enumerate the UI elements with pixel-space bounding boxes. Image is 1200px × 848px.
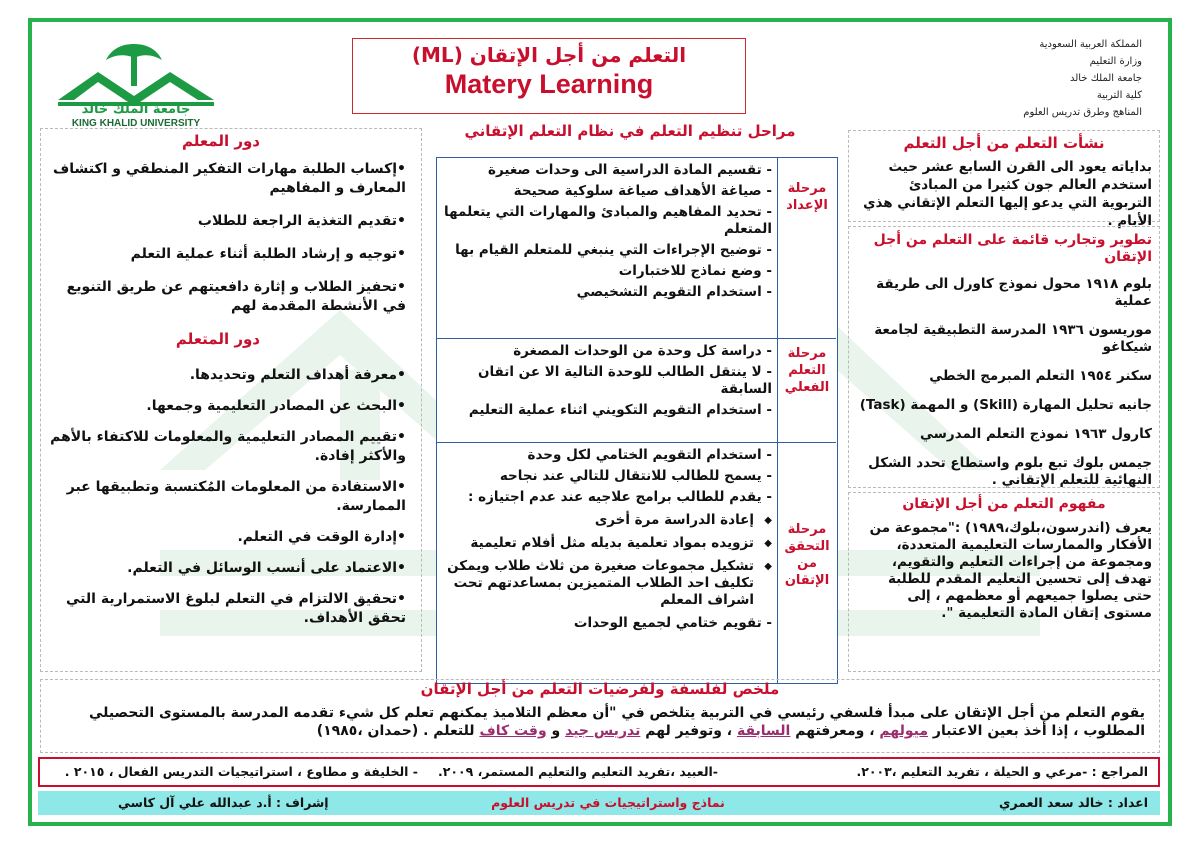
references-box bbox=[38, 757, 1160, 787]
title-box bbox=[352, 38, 746, 114]
stage-item: - تحديد المفاهيم والمبادئ والمهارات التي يتعلمها المتعلم bbox=[444, 204, 772, 237]
summary-text bbox=[55, 704, 1145, 740]
concept-text: يعرف (اندرسون،بلوك،١٩٨٩) :"مجموعة من الأفكار والممارسات التعليمية المتعددة، ومجموعة من إجراءات التعليم والتقويم، تهدف إلى تحسين التعليم المقدم للطلبة حتى يصلوا جميعهم أو معظمهم ، إلى مستوى إتقان المادة التعليمية ". bbox=[869, 520, 1152, 621]
summary-highlight: ميولهم bbox=[879, 723, 929, 739]
learner-role-title: دور المتعلم bbox=[175, 330, 260, 348]
teacher-role-title: دور المعلم bbox=[181, 132, 260, 150]
summary-highlight: وقت كاف bbox=[479, 723, 547, 739]
stages-title: مراحل تنظيم التعلم في نظام التعلم الإتقاني bbox=[464, 122, 796, 140]
summary-title: ملخص لفلسفة ولفرضيات التعلم من أجل الإتقان bbox=[420, 680, 780, 698]
list-item: كارول ١٩٦٣ نموذج التعلم المدرسي bbox=[920, 426, 1152, 442]
logo-text-ar: جامعة الملك خالد bbox=[81, 102, 191, 117]
list-item: •تقديم التغذية الراجعة للطلاب bbox=[197, 213, 406, 229]
summary-highlight: السابقة bbox=[736, 723, 791, 739]
ministry-line: المناهج وطرق تدريس العلوم bbox=[1023, 107, 1142, 118]
summary-part: ، وتوفير لهم bbox=[640, 723, 737, 739]
stage-item: - تقويم ختامي لجميع الوحدات bbox=[573, 615, 772, 631]
prepared-by: اعداد : خالد سعد العمري bbox=[999, 795, 1148, 810]
concept-title: مفهوم التعلم من أجل الإتقان bbox=[902, 496, 1106, 512]
stage-actual-learning bbox=[437, 338, 836, 443]
stage-label bbox=[777, 158, 836, 338]
stage-item: - تقسيم المادة الدراسية الى وحدات صغيرة bbox=[487, 162, 772, 178]
stage-item: - لا ينتقل الطالب للوحدة التالية الا عن اتقان السابقة bbox=[477, 364, 772, 397]
stage-item: - دراسة كل وحدة من الوحدات المصغرة bbox=[513, 343, 772, 359]
list-item: •توجيه و إرشاد الطلبة أثناء عملية التعلم bbox=[130, 246, 406, 262]
logo-text-en: KING KHALID UNIVERSITY bbox=[71, 118, 201, 129]
supervisor: إشراف : أ.د عبدالله علي آل كاسي bbox=[118, 795, 329, 810]
stage-label-text: مرحلة الإعداد bbox=[786, 181, 828, 213]
summary-part: و bbox=[546, 723, 566, 739]
list-item: جانيه تحليل المهارة (Skill) و المهمة (Task) bbox=[859, 397, 1152, 413]
stage-preparation bbox=[437, 158, 836, 338]
summary-part: ، ومعرفتهم bbox=[790, 723, 880, 739]
stage-label-text: مرحلة التحقق من الإتقان bbox=[784, 522, 830, 588]
stage-items bbox=[443, 443, 772, 636]
list-item: •إكساب الطلبة مهارات التفكير المنطقي و اكتشاف المعارف و المفاهيم bbox=[53, 161, 406, 196]
stage-item: - توضيح الإجراءات التي ينبغي للمتعلم القيام بها bbox=[455, 242, 772, 258]
stage-bullet: ◆ تزويده بمواد تعلمية بديله مثل أفلام تعليمية bbox=[443, 535, 754, 552]
development-title: تطوير وتجارب قائمة على التعلم من أجل الإتقان bbox=[873, 232, 1152, 265]
list-item: موريسون ١٩٣٦ المدرسة التطبيقية لجامعة شيكاغو bbox=[874, 322, 1152, 355]
stage-items bbox=[443, 158, 772, 305]
stage-bullet: ◆ تشكيل مجموعات صغيرة من ثلاث طلاب ويمكن تكليف احد الطلاب المتميزين بمساعدتهم تحت اشراف المعلم bbox=[443, 558, 754, 609]
summary-highlight: تدريس جيد bbox=[565, 723, 641, 739]
stage-label bbox=[777, 443, 836, 683]
list-item: •معرفة أهداف التعلم وتحديدها. bbox=[189, 367, 406, 383]
stage-item: - استخدام التقويم التكويني اثناء عملية التعليم bbox=[468, 402, 772, 418]
summary-part: للتعلم . (حمدان ،١٩٨٥) bbox=[316, 723, 480, 739]
list-item: •الاعتماد على أنسب الوسائل في التعلم. bbox=[127, 560, 406, 576]
footer-bar bbox=[38, 791, 1160, 815]
list-item: سكنر ١٩٥٤ التعلم المبرمج الخطي bbox=[929, 368, 1152, 384]
course-name: نماذج واستراتيجيات في تدريس العلوم bbox=[491, 795, 725, 810]
stage-items bbox=[443, 339, 772, 423]
stage-label bbox=[777, 339, 836, 443]
ministry-line: وزارة التعليم bbox=[1089, 56, 1142, 67]
list-item: بلوم ١٩١٨ محول نموذج كاورل الى طريقة عملية bbox=[876, 276, 1152, 309]
university-logo bbox=[48, 38, 224, 130]
stage-item: - استخدام التقويم الختامي لكل وحدة bbox=[527, 447, 772, 463]
ministry-header bbox=[992, 36, 1142, 121]
list-item: •الاستفادة من المعلومات المُكتسبة وتطبيقها عبر الممارسة. bbox=[66, 479, 406, 514]
reference-item: -العبيد ،تفريد التعليم والتعليم المستمر، ٢٠٠٩. bbox=[438, 764, 718, 779]
ministry-line: المملكة العربية السعودية bbox=[1039, 39, 1142, 50]
ministry-line: جامعة الملك خالد bbox=[1070, 73, 1142, 84]
stages-table bbox=[436, 157, 838, 684]
origin-title: نشأت التعلم من أجل التعلم bbox=[903, 134, 1105, 152]
stage-item: - استخدام التقويم التشخيصي bbox=[576, 284, 772, 300]
reference-item: - الخليفة و مطاوع ، استراتيجيات التدريس الفعال ، ٢٠١٥ . bbox=[64, 764, 418, 779]
learner-role-list bbox=[48, 366, 406, 628]
summary-part: يقوم التعلم من أجل الإتقان على مبدأ فلسفي رئيسي في التربية يتلخص في "أن معظم التلاميذ يمكنهم تعلم كل شيء تقدمه المدرسة بالمستوى التحصيلي المطلوب ، إذا أخذ بعين الاعتبار bbox=[88, 705, 1145, 739]
summary-box bbox=[40, 679, 1160, 753]
stage-label-text: مرحلة التعلم الفعلي bbox=[784, 346, 830, 395]
teacher-role-list bbox=[48, 160, 406, 330]
reference-item: المراجع : -مرعي و الحيلة ، تفريد التعليم ،٢٠٠٣. bbox=[856, 764, 1148, 779]
ministry-line: كلية التربية bbox=[1096, 90, 1142, 101]
stage-bullet: ◆ إعادة الدراسة مرة أخرى bbox=[443, 512, 754, 529]
stage-item: - وضع نماذج للاختبارات bbox=[618, 263, 772, 279]
list-item: •تقييم المصادر التعليمية والمعلومات للاكتفاء بالأهم والأكثر إفادة. bbox=[50, 429, 406, 464]
stage-item: - صياغة الأهداف صياغة سلوكية صحيحة bbox=[513, 183, 772, 199]
page-title-ar: التعلم من أجل الإتقان (ML) bbox=[411, 43, 687, 67]
page-title-en: Matery Learning bbox=[444, 69, 654, 99]
development-list bbox=[856, 276, 1152, 489]
stage-mastery-check bbox=[437, 442, 836, 683]
list-item: •تحفيز الطلاب و إثارة دافعيتهم عن طريق التنويع في الأنشطة المقدمة لهم bbox=[66, 279, 406, 314]
list-item: جيمس بلوك تبع بلوم واستطاع تحدد الشكل النهائية للتعلم الإتقاني . bbox=[868, 455, 1152, 488]
stage-item: - يسمح للطالب للانتقال للتالي عند نجاحه bbox=[499, 468, 772, 484]
list-item: •إدارة الوقت في التعلم. bbox=[237, 529, 406, 545]
list-item: •تحقيق الالتزام في التعلم لبلوغ الاستمرارية التي تحقق الأهداف. bbox=[66, 591, 406, 626]
list-item: •البحث عن المصادر التعليمية وجمعها. bbox=[146, 398, 406, 414]
origin-text: بداياته يعود الى القرن السابع عشر حيث استخدم العالم جون كثيرا من المبادئ التربوية التي يدعو إليها التعلم الإتقاني هذي الأيام . bbox=[863, 159, 1152, 229]
stage-item: - يقدم للطالب برامج علاجيه عند عدم اجتيازه : bbox=[468, 489, 772, 505]
